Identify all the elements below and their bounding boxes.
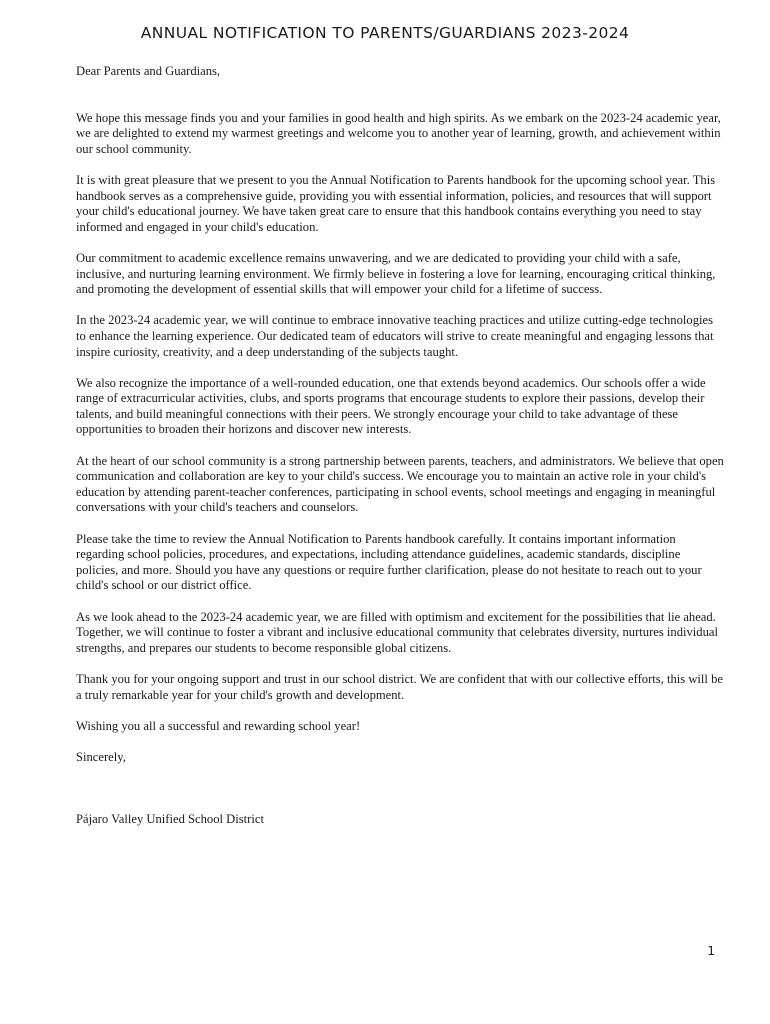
paragraph-teaching: In the 2023-24 academic year, we will continue to embrace innovative teaching practices and utilize cutting-edge technologies to enhance the learning experience. Our dedicated team of educators will strive to create meaningful and engaging lessons that inspire curiosity, creativity, and a deep understanding of the subjects taught. bbox=[76, 313, 714, 359]
paragraph-thanks: Thank you for your ongoing support and trust in our school district. We are confident that with our collective efforts, this will be a truly remarkable year for your child's growth and development. bbox=[76, 671, 723, 702]
paragraph-handbook: It is with great pleasure that we present to you the Annual Notification to Parents handbook for the upcoming school year. This handbook serves as a comprehensive guide, providing you with essential information, policies, and resources that will support your child's educational journey. We have taken great care to ensure that this handbook contains everything you need to stay informed and engaged in your child's education. bbox=[76, 172, 716, 234]
salutation: Dear Parents and Guardians, bbox=[76, 64, 221, 78]
page-number: 1 bbox=[707, 944, 715, 958]
paragraph-partnership: At the heart of our school community is a strong partnership between parents, teachers, and administrators. We believe that open communication and collaboration are key to your child's success. We encourage you to maintain an active role in your child's education by attending parent-teacher conferences, participating in school events, school meetings and engaging in meaningful conversations with your child's teachers and counselors. bbox=[76, 453, 724, 515]
paragraph-intro: We hope this message finds you and your families in good health and high spirits. As we embark on the 2023-24 academic year, we are delighted to extend my warmest greetings and welcome you to another year of learning, growth, and achievement within our school community. bbox=[76, 110, 721, 156]
document-title: ANNUAL NOTIFICATION TO PARENTS/GUARDIANS 2023-2024 bbox=[140, 24, 630, 42]
paragraph-extracurricular: We also recognize the importance of a well-rounded education, one that extends beyond academics. Our schools offer a wide range of extracurricular activities, clubs, and sports programs that encourage students to explore their passions, develop their talents, and build meaningful connections with their peers. We strongly encourage your child to take advantage of these opportunities to broaden their horizons and discover new interests. bbox=[76, 375, 706, 437]
paragraph-outlook: As we look ahead to the 2023-24 academic year, we are filled with optimism and excitement for the possibilities that lie ahead. Together, we will continue to foster a vibrant and inclusive educational community that celebrates diversity, nurtures individual strengths, and prepares our students to become responsible global citizens. bbox=[76, 609, 718, 655]
paragraph-review: Please take the time to review the Annual Notification to Parents handbook carefully. It contains important information regarding school policies, procedures, and expectations, including attendance guidelines, academic standards, discipline policies, and more. Should you have any questions or require further clarification, please do not hesitate to reach out to your child's school or our district office. bbox=[76, 531, 702, 593]
signature: Pájaro Valley Unified School District bbox=[76, 811, 264, 826]
paragraph-commitment: Our commitment to academic excellence remains unwavering, and we are dedicated to providing your child with a safe, inclusive, and nurturing learning environment. We firmly believe in fostering a love for learning, encouraging critical thinking, and promoting the development of essential skills that will empower your child for a lifetime of success. bbox=[76, 250, 716, 297]
paragraph-wishes: Wishing you all a successful and rewarding school year! bbox=[76, 718, 361, 733]
closing: Sincerely, bbox=[76, 749, 126, 764]
letter-body bbox=[76, 64, 724, 827]
